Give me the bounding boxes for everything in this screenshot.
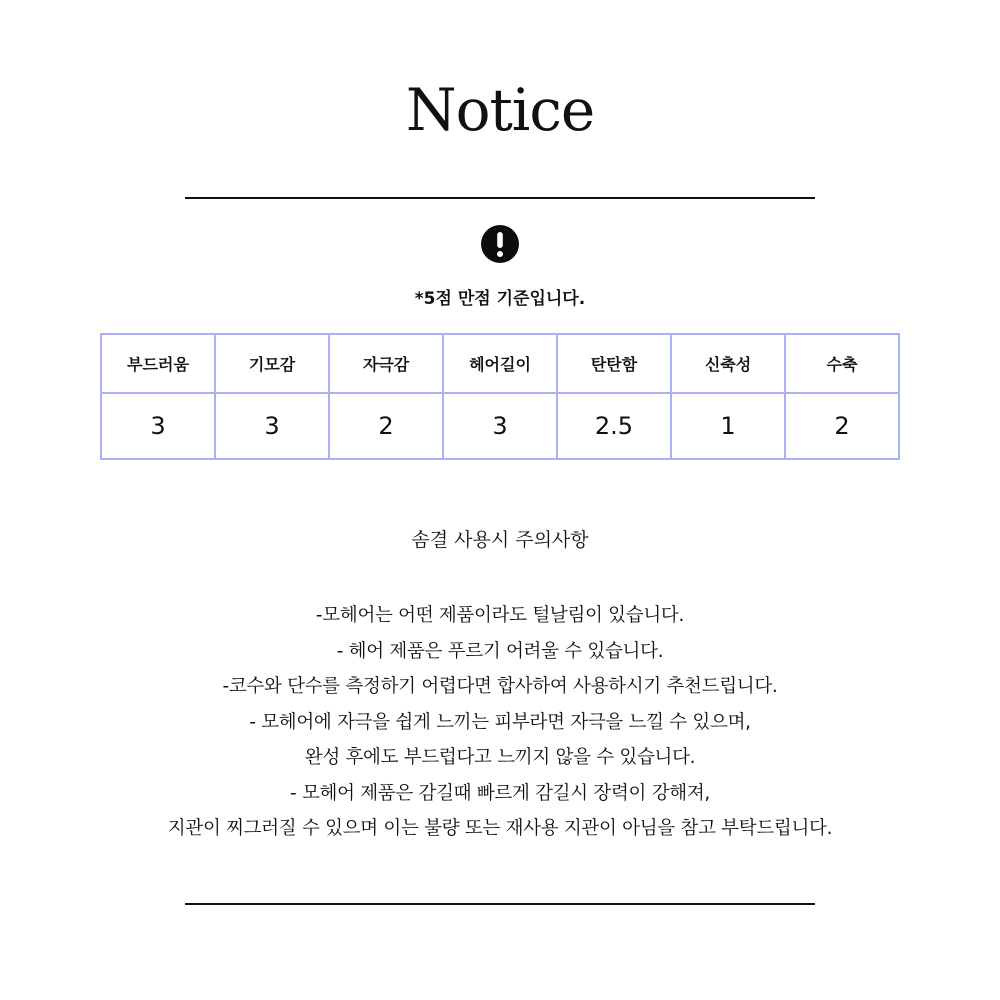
note-line: 완성 후에도 부드럽다고 느끼지 않을 수 있습니다.: [304, 747, 696, 768]
rating-table: [100, 333, 900, 460]
bottom-divider: [185, 903, 815, 905]
value-hair-length: 3: [443, 393, 557, 459]
top-divider: [185, 197, 815, 199]
notes-list: [60, 598, 940, 847]
table-value-row: [101, 393, 899, 459]
note-line: - 모헤어에 자극을 쉽게 느끼는 피부라면 자극을 느낄 수 있으며,: [249, 711, 751, 733]
header-softness: 부드러움: [101, 334, 215, 393]
value-firmness: 2.5: [557, 393, 671, 459]
value-shrinkage: 2: [785, 393, 899, 459]
value-brushed-feel: 3: [215, 393, 329, 459]
note-line: -코수와 단수를 측정하기 어렵다면 합사하여 사용하시기 추천드립니다.: [222, 676, 778, 697]
table-header-row: [101, 334, 899, 393]
header-firmness: 탄탄함: [557, 334, 671, 393]
note-line: 지관이 찌그러질 수 있으며 이는 불량 또는 재사용 지관이 아님을 참고 부탁드립니다.: [167, 818, 833, 839]
page-title: Notice: [405, 76, 595, 144]
note-line: -모헤어는 어떤 제품이라도 털날림이 있습니다.: [315, 605, 685, 626]
rating-basis-note: *5점 만점 기준입니다.: [414, 289, 586, 309]
header-shrinkage: 수축: [785, 334, 899, 393]
header-brushed-feel: 기모감: [215, 334, 329, 393]
note-line: - 모헤어 제품은 감길때 빠르게 감길시 장력이 강해져,: [289, 782, 710, 804]
value-elasticity: 1: [671, 393, 785, 459]
value-irritation: 2: [329, 393, 443, 459]
header-hair-length: 헤어길이: [443, 334, 557, 393]
header-irritation: 자극감: [329, 334, 443, 393]
note-line: - 헤어 제품은 푸르기 어려울 수 있습니다.: [336, 640, 664, 662]
exclamation-circle-icon: [480, 224, 520, 264]
value-softness: 3: [101, 393, 215, 459]
section-title: 솜결 사용시 주의사항: [411, 529, 589, 551]
header-elasticity: 신축성: [671, 334, 785, 393]
